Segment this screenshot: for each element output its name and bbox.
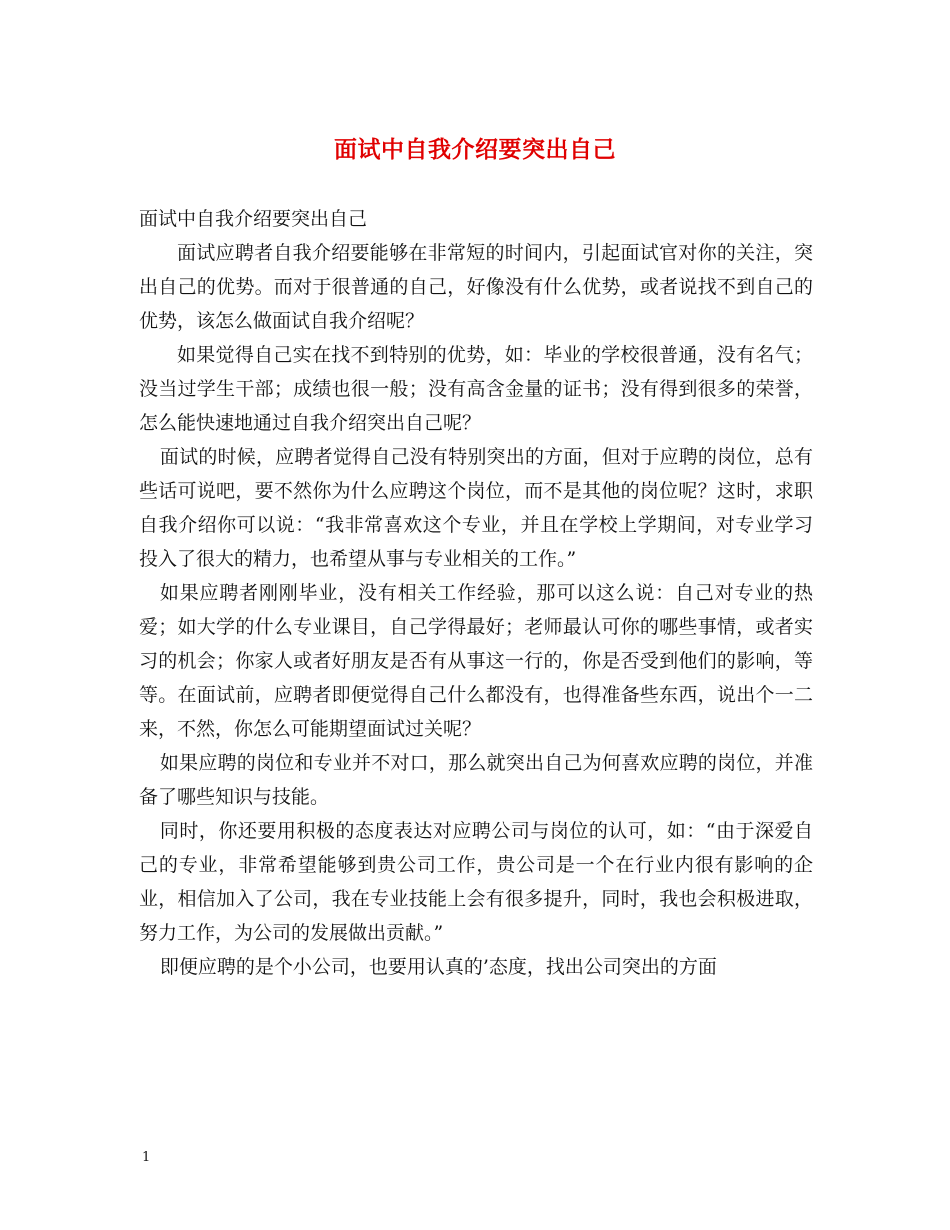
page-number: 1: [142, 1150, 151, 1165]
document-title: 面试中自我介绍要突出自己: [334, 136, 616, 163]
document-subtitle: 面试中自我介绍要突出自己: [139, 208, 368, 230]
paragraph-5: 如果应聘的岗位和专业并不对口，那么就突出自己为何喜欢应聘的岗位，并准备了哪些知识与技能。: [139, 752, 813, 808]
paragraph-3: 面试的时候，应聘者觉得自己没有特别突出的方面，但对于应聘的岗位，总有些话可说吧，要不然你为什么应聘这个岗位，而不是其他的岗位呢？这时，求职自我介绍你可以说：“我非常喜欢这个专业，并且在学校上学期间，对专业学习投入了很大的精力，也希望从事与专业相关的工作。”: [139, 446, 813, 570]
paragraph-2: 如果觉得自己实在找不到特别的优势，如：毕业的学校很普通，没有名气；没当过学生干部；成绩也很一般；没有高含金量的证书；没有得到很多的荣誉，怎么能快速地通过自我介绍突出自己呢？: [139, 344, 813, 434]
document-body: [139, 202, 813, 984]
paragraph-6: 同时，你还要用积极的态度表达对应聘公司与岗位的认可，如：“由于深爱自己的专业，非常希望能够到贵公司工作，贵公司是一个在行业内很有影响的企业，相信加入了公司，我在专业技能上会有很多提升，同时，我也会积极进取，努力工作，为公司的发展做出贡献。”: [139, 820, 813, 944]
paragraph-1: 面试应聘者自我介绍要能够在非常短的时间内，引起面试官对你的关注，突出自己的优势。而对于很普通的自己，好像没有什么优势，或者说找不到自己的优势，该怎么做面试自我介绍呢？: [139, 242, 813, 332]
paragraph-4: 如果应聘者刚刚毕业，没有相关工作经验，那可以这么说：自己对专业的热爱；如大学的什么专业课目，自己学得最好；老师最认可你的哪些事情，或者实习的机会；你家人或者好朋友是否有从事这一行的，你是否受到他们的影响，等等。在面试前，应聘者即便觉得自己什么都没有，也得准备些东西，说出个一二来，不然，你怎么可能期望面试过关呢？: [139, 582, 813, 740]
paragraph-7: 即便应聘的是个小公司，也要用认真的’态度，找出公司突出的方面: [159, 956, 717, 978]
